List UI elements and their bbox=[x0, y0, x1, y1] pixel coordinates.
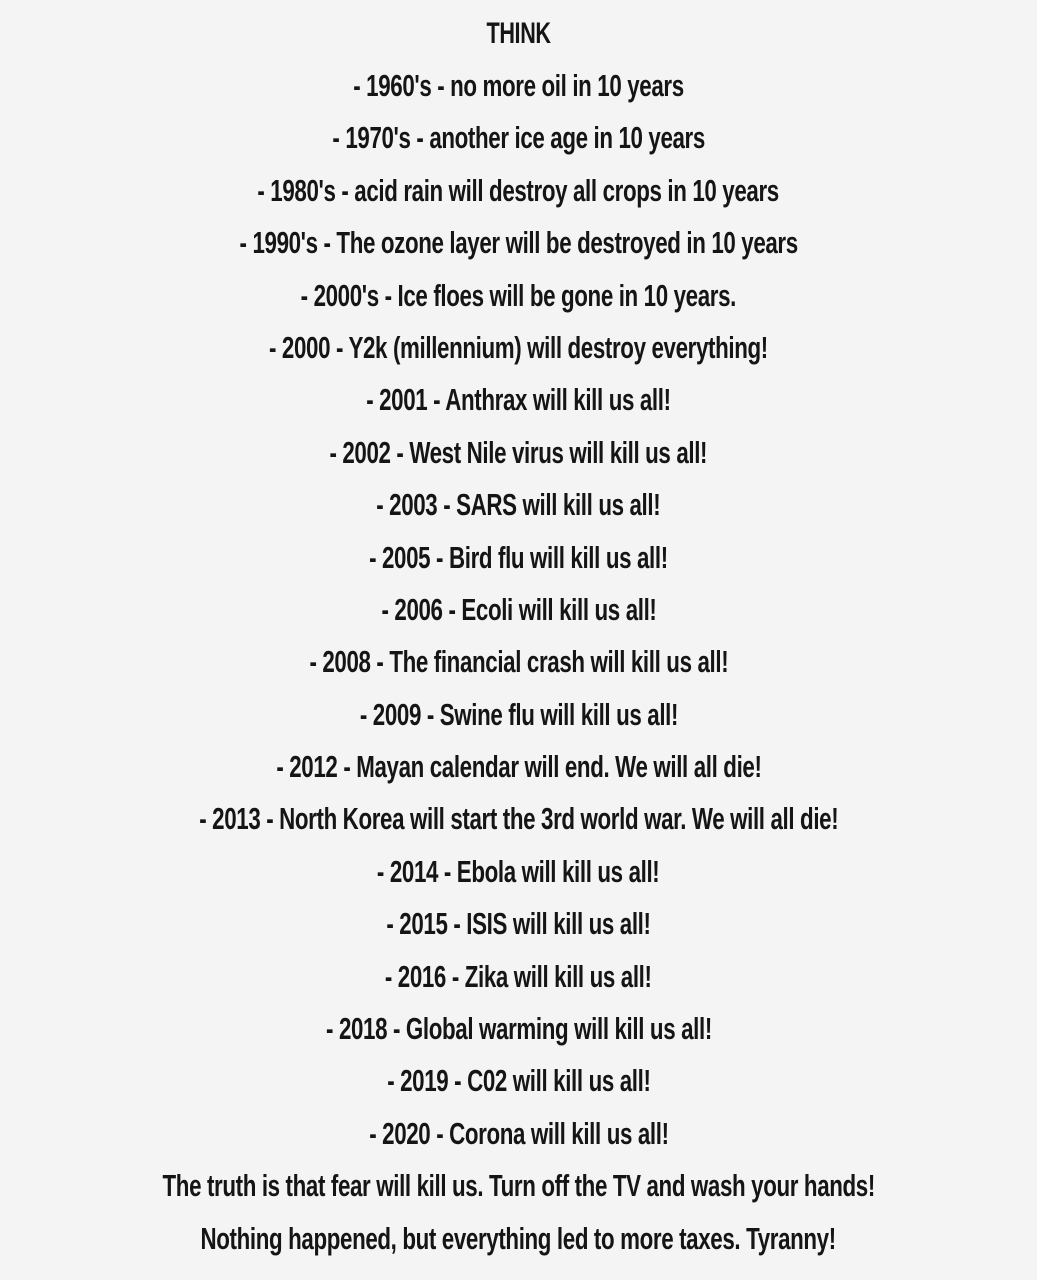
list-item bbox=[0, 217, 1037, 269]
list-item bbox=[0, 165, 1037, 217]
list-item-text: - 2019 - C02 will kill us all! bbox=[386, 1063, 651, 1099]
list-item bbox=[0, 479, 1037, 531]
document-title-text: THINK bbox=[486, 17, 551, 50]
closing-line bbox=[0, 1160, 1037, 1212]
list-item-text: - 1990's - The ozone layer will be destroyed in 10 years bbox=[239, 225, 798, 261]
list-item bbox=[0, 322, 1037, 374]
list-item bbox=[0, 793, 1037, 845]
list-item-text: - 1970's - another ice age in 10 years bbox=[332, 120, 705, 156]
list-item bbox=[0, 1055, 1037, 1107]
closing-line bbox=[0, 1213, 1037, 1265]
list-item bbox=[0, 689, 1037, 741]
list-item-text: - 2002 - West Nile virus will kill us all! bbox=[329, 434, 708, 470]
list-item-text: - 2000's - Ice floes will be gone in 10 years. bbox=[300, 277, 737, 313]
list-item-text: - 2018 - Global warming will kill us all! bbox=[325, 1011, 712, 1047]
list-item bbox=[0, 636, 1037, 688]
document-title bbox=[0, 8, 1037, 60]
list-item-text: - 2001 - Anthrax will kill us all! bbox=[366, 382, 671, 418]
list-item-text: - 2005 - Bird flu will kill us all! bbox=[369, 539, 668, 575]
list-item-text: - 1960's - no more oil in 10 years bbox=[353, 68, 684, 103]
list-item-text: - 2006 - Ecoli will kill us all! bbox=[380, 591, 657, 627]
list-item bbox=[0, 427, 1037, 479]
list-item bbox=[0, 532, 1037, 584]
list-item bbox=[0, 741, 1037, 793]
closing-line-text: Nothing happened, but everything led to more taxes. Tyranny! bbox=[200, 1220, 837, 1256]
list-item bbox=[0, 846, 1037, 898]
list-item-text: - 2012 - Mayan calendar will end. We will all die! bbox=[275, 749, 762, 785]
list-item bbox=[0, 1003, 1037, 1055]
list-item bbox=[0, 270, 1037, 322]
list-item-text: - 1980's - acid rain will destroy all crops in 10 years bbox=[257, 172, 780, 208]
list-item bbox=[0, 1108, 1037, 1160]
list-item-text: - 2013 - North Korea will start the 3rd world war. We will all die! bbox=[198, 801, 839, 837]
list-item bbox=[0, 898, 1037, 950]
list-item bbox=[0, 584, 1037, 636]
list-item-text: - 2014 - Ebola will kill us all! bbox=[377, 853, 660, 889]
list-item-text: - 2016 - Zika will kill us all! bbox=[385, 958, 652, 994]
list-item bbox=[0, 112, 1037, 164]
list-item bbox=[0, 951, 1037, 1003]
list-item-text: - 2020 - Corona will kill us all! bbox=[368, 1115, 669, 1151]
list-item bbox=[0, 60, 1037, 112]
list-item-text: - 2009 - Swine flu will kill us all! bbox=[359, 696, 678, 732]
list-item-text: - 2003 - SARS will kill us all! bbox=[376, 487, 661, 523]
closing-line-text: The truth is that fear will kill us. Turn off the TV and wash your hands! bbox=[162, 1168, 875, 1204]
list-item-text: - 2008 - The financial crash will kill us all! bbox=[309, 644, 728, 680]
list-item bbox=[0, 374, 1037, 426]
list-item-text: - 2000 - Y2k (millennium) will destroy everything! bbox=[269, 329, 768, 365]
list-item-text: - 2015 - ISIS will kill us all! bbox=[386, 906, 651, 942]
